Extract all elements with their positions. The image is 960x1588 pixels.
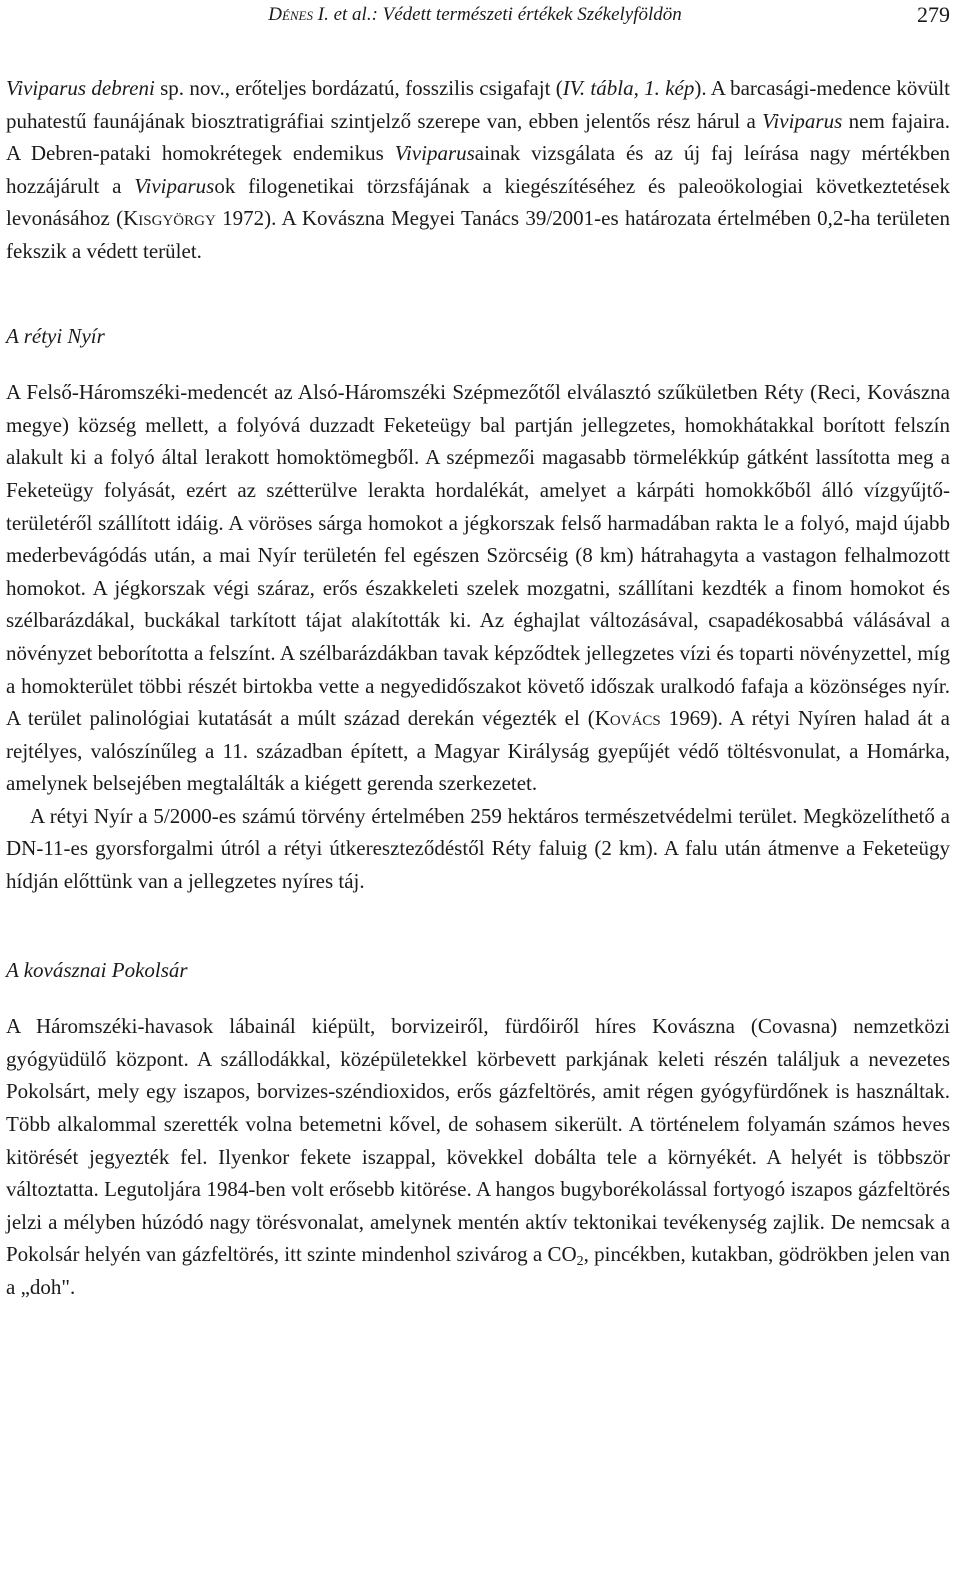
species-name: Viviparus debreni (6, 76, 155, 100)
section-heading-retyi-nyir: A rétyi Nyír (6, 323, 105, 348)
paragraph-viviparus (6, 72, 950, 268)
text-run: , pincékben, kutakban, gödrökben jelen van a „doh". (6, 1242, 950, 1299)
header-author: Dénes (268, 4, 313, 25)
text-run: sp. nov., erőteljes bordázatú, fosszilis csigafajt ( (154, 76, 563, 100)
body-text (6, 72, 950, 1304)
genus-name: Viviparus (134, 173, 215, 198)
text-run: A Felső-Háromszéki-medencét az Alsó-Háromszéki Szépmezőtől elválasztó szűkületben Réty (Reci, Kovászna megye) község mellett, a folyóvá duzzadt Feketeügy bal partján jellegzetes, homokhátakkal borított felszín alakult ki a folyó által lerakott homoktömegből. A szépmezői magasabb törmelékkúp gátként lassította meg a Feketeügy folyását, ezért az szétterülve lerakta hordalékát, amelyet a kárpáti homokkőből álló vízgyűjtő-területéről szállított idáig. A vöröses sárga homokot a jégkorszak felső harmadában rakta le a folyó, majd újabb mederbevágódás után, a mai Nyír területén fel egészen Szörcséig (8 km) hátrahagyta a vastagon felhalmozott homokot. A jégkorszak végi száraz, erős északkeleti szelek mozgatni, szállítani kezdték a finom homokot és szélbarázdákal, buckákal tarkított tájat alakították ki. Az éghajlat változásával, csapadékosabbá válásával a növényzet beborította a felszínt. A szélbarázdákban tavak képződtek jellegzetes vízi és toparti növényzettel, míg a homokterület többi részét birtokba vette a negyedidőszakot követő időszak uralkodó fafaja a közönséges nyír. A terület palinológiai kutatását a múlt század derekán végezték el ( (6, 380, 950, 731)
text-run: 1972). A Kovászna Megyei Tanács 39/2001-es határozata értelmében 0,2-ha területen fekszik a védett terület. (6, 206, 950, 263)
cited-author: Kisgyörgy (123, 206, 216, 231)
text-run: ok filogenetikai törzsfájának a kiegészítéséhez és paleoökologiai következtetések levonásához ( (6, 173, 950, 231)
paragraph-retyi-nyir-2: A rétyi Nyír a 5/2000-es számú törvény értelmében 259 hektáros természetvédelmi terület. Megközelíthető a DN-11-es gyorsforgalmi útról a rétyi útkereszteződéstől Réty faluig (2 km). A falu után átmenve a Feketeügy hídján előttünk van a jellegzetes nyíres táj. (6, 803, 950, 894)
page-number: 279 (917, 2, 950, 27)
genus-name: Viviparus (394, 141, 475, 166)
subscript: 2 (576, 1254, 584, 1270)
text-run: ). A barcasági-medence kövült puhatestű faunájának biosztratigráfiai szintjelző szerepe van, ebben jelentős rész hárul a (6, 76, 950, 133)
plate-reference: IV. tábla, 1. kép (562, 76, 695, 100)
section-heading-pokolsar: A kovásznai Pokolsár (6, 957, 188, 982)
header-title: I. et al.: Védett természeti értékek Székelyföldön (313, 4, 682, 25)
paragraph-pokolsar (6, 1010, 950, 1303)
text-run: ainak vizsgálata és az új faj leírása nagy mértékben hozzájárult a (6, 141, 951, 198)
text-run: 1969). A rétyi Nyíren halad át a rejtélyes, valószínűleg a 11. században épített, a Magyar Királyság gyepűjét védő töltésvonulat, a Homárka, amelynek belsejében megtalálták a kiégett gerenda szerkezetet. (6, 706, 951, 796)
cited-author: Kovács (594, 706, 661, 731)
text-run: nem fajaira. A Debren-pataki homokrétegek endemikus (6, 108, 950, 166)
running-header (0, 4, 950, 26)
text-run: A Háromszéki-havasok lábainál kiépült, borvizeiről, fürdőiről híres Kovászna (Covasna) nemzetközi gyógyüdülő központ. A szállodákkal, középületekkel körbevett parkjának keleti részén találjuk a nevezetes Pokolsárt, mely egy iszapos, borvizes-széndioxidos, erős gázfeltörés, amit régen gyógyfürdőnek is használtak. Több alkalommal szerették volna betemetni kővel, de sohasem sikerült. A történelem folyamán számos heves kitörését jegyezték fel. Ilyenkor fekete iszappal, kövekkel dobálta tele a környékét. A helyét is többször változtatta. Legutoljára 1984-ben volt erősebb kitörése. A hangos bugyborékolással fortyogó iszapos gázfeltörés jelzi a mélyben húzódó nagy törésvonalat, amelynek mentén aktív tektonikai tevékenység zajlik. De nemcsak a Pokolsár helyén van gázfeltörés, itt szinte mindenhol szivárog a CO (6, 1014, 950, 1267)
genus-name: Viviparus (762, 108, 843, 133)
paragraph-retyi-nyir-1 (6, 376, 950, 800)
